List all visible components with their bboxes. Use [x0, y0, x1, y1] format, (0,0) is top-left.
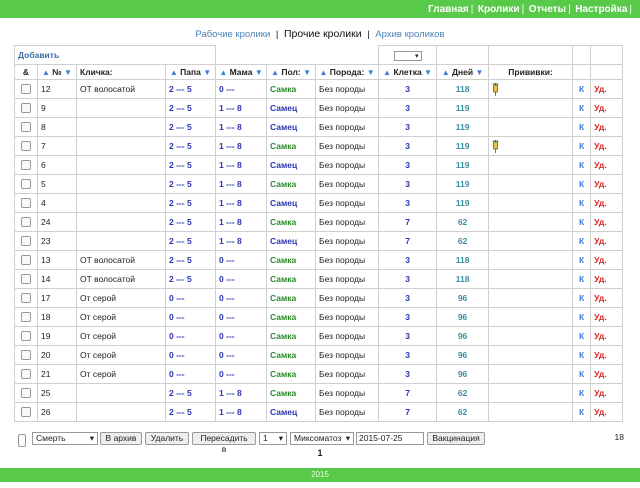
cell-sex: Самец	[267, 99, 316, 118]
row-checkbox[interactable]	[21, 217, 31, 227]
table-row	[15, 175, 623, 194]
cell-days: 62	[437, 403, 489, 422]
cell-vaccinations	[489, 213, 573, 232]
cell-breed: Без породы	[316, 327, 379, 346]
col-header-number[interactable]: ▲ № ▼	[38, 65, 77, 80]
top-nav	[0, 0, 640, 18]
col-header-days[interactable]: ▲ Дней ▼	[437, 65, 489, 80]
cell-father[interactable]: 2 --- 5	[166, 80, 216, 99]
table-row	[15, 365, 623, 384]
cell-father[interactable]: 0 ---	[166, 346, 216, 365]
cell-father[interactable]: 2 --- 5	[166, 232, 216, 251]
cell-sex: Самка	[267, 251, 316, 270]
archive-button[interactable]: В архив	[100, 432, 142, 445]
cell-vaccinations	[489, 194, 573, 213]
nav-home[interactable]: Главная	[428, 4, 469, 15]
add-cell	[15, 46, 216, 65]
cell-mother[interactable]: 0 ---	[216, 327, 267, 346]
cell-sex: Самка	[267, 213, 316, 232]
cell-sex: Самец	[267, 118, 316, 137]
cell-father[interactable]: 0 ---	[166, 289, 216, 308]
cell-vaccinations	[489, 384, 573, 403]
cell-days: 62	[437, 232, 489, 251]
cell-number: 8	[38, 118, 77, 137]
move-button[interactable]: Пересадить в	[192, 432, 256, 445]
cell-name	[77, 137, 166, 156]
nav-separator: |	[568, 4, 571, 15]
cell-name	[77, 175, 166, 194]
cell-vaccinations	[489, 403, 573, 422]
sort-desc-icon[interactable]: ▼	[366, 68, 375, 77]
row-checkbox[interactable]	[21, 122, 31, 132]
cell-number: 24	[38, 213, 77, 232]
cell-number: 26	[38, 403, 77, 422]
col-header-sex[interactable]: ▲ Пол: ▼	[267, 65, 316, 80]
cell-number: 21	[38, 365, 77, 384]
cell-number: 14	[38, 270, 77, 289]
cell-breed: Без породы	[316, 403, 379, 422]
cell-days: 118	[437, 80, 489, 99]
row-checkbox[interactable]	[21, 350, 31, 360]
cell-breed: Без породы	[316, 80, 379, 99]
cell-father[interactable]: 2 --- 5	[166, 99, 216, 118]
cell-breed: Без породы	[316, 213, 379, 232]
row-checkbox[interactable]	[21, 369, 31, 379]
cell-mother[interactable]: 0 ---	[216, 80, 267, 99]
row-checkbox[interactable]	[21, 160, 31, 170]
table-row	[15, 384, 623, 403]
disease-select[interactable]: Миксоматоз ▾	[290, 432, 354, 445]
total-count: 18	[614, 432, 624, 442]
cell-sex: Самка	[267, 365, 316, 384]
delete-link[interactable]: Уд.	[591, 308, 623, 327]
edit-link[interactable]: К	[573, 137, 591, 156]
filter-select-cell	[379, 46, 437, 65]
cell-cage: 3	[379, 346, 437, 365]
edit-link[interactable]: К	[573, 327, 591, 346]
cell-name: От серой	[77, 308, 166, 327]
tab-other-rabbits[interactable]: Прочие кролики	[284, 28, 362, 40]
cell-sex: Самка	[267, 289, 316, 308]
edit-link[interactable]: К	[573, 118, 591, 137]
status-select[interactable]: Смерть ▾	[32, 432, 98, 445]
cell-sex: Самка	[267, 327, 316, 346]
cell-breed: Без породы	[316, 156, 379, 175]
row-checkbox[interactable]	[21, 179, 31, 189]
cell-vaccinations	[489, 232, 573, 251]
cell-cage: 7	[379, 403, 437, 422]
edit-link[interactable]: К	[573, 403, 591, 422]
row-checkbox[interactable]	[21, 274, 31, 284]
col-header-breed[interactable]: ▲ Порода: ▼	[316, 65, 379, 80]
col-header-name: Кличка:	[77, 65, 166, 80]
add-link[interactable]: Добавить	[18, 50, 60, 60]
cell-sex: Самец	[267, 232, 316, 251]
nav-settings[interactable]: Настройка	[575, 4, 628, 15]
table-row	[15, 403, 623, 422]
delete-link[interactable]: Уд.	[591, 232, 623, 251]
cell-breed: Без породы	[316, 384, 379, 403]
footer-year: 2015	[311, 470, 329, 479]
edit-link[interactable]: К	[573, 251, 591, 270]
cell-breed: Без породы	[316, 270, 379, 289]
cell-cage: 3	[379, 251, 437, 270]
cell-father[interactable]: 2 --- 5	[166, 156, 216, 175]
cell-days: 118	[437, 251, 489, 270]
cell-vaccinations	[489, 99, 573, 118]
cell-sex: Самка	[267, 175, 316, 194]
cell-cage: 3	[379, 99, 437, 118]
table-row	[15, 251, 623, 270]
edit-link[interactable]: К	[573, 232, 591, 251]
delete-link[interactable]: Уд.	[591, 175, 623, 194]
row-checkbox[interactable]	[21, 255, 31, 265]
cell-sex: Самка	[267, 384, 316, 403]
edit-link[interactable]: К	[573, 213, 591, 232]
cell-breed: Без породы	[316, 289, 379, 308]
cell-mother[interactable]: 1 --- 8	[216, 137, 267, 156]
delete-link[interactable]: Уд.	[591, 403, 623, 422]
bulk-actions-bar	[14, 432, 626, 454]
cell-father[interactable]: 2 --- 5	[166, 194, 216, 213]
cell-breed: Без породы	[316, 346, 379, 365]
cell-number: 17	[38, 289, 77, 308]
cell-mother[interactable]: 0 ---	[216, 365, 267, 384]
cell-father[interactable]: 2 --- 5	[166, 137, 216, 156]
cell-cage: 7	[379, 384, 437, 403]
cell-cage: 3	[379, 308, 437, 327]
cell-mother[interactable]: 0 ---	[216, 308, 267, 327]
edit-link[interactable]: К	[573, 270, 591, 289]
cell-vaccinations	[489, 251, 573, 270]
cell-days: 96	[437, 327, 489, 346]
cell-mother[interactable]: 0 ---	[216, 270, 267, 289]
cell-sex: Самец	[267, 403, 316, 422]
cell-days: 119	[437, 194, 489, 213]
table-row	[15, 80, 623, 99]
cell-number: 9	[38, 99, 77, 118]
cell-breed: Без породы	[316, 232, 379, 251]
cell-days: 118	[437, 270, 489, 289]
cell-breed: Без породы	[316, 308, 379, 327]
cell-father[interactable]: 2 --- 5	[166, 403, 216, 422]
cell-days: 119	[437, 137, 489, 156]
cell-sex: Самка	[267, 137, 316, 156]
tab-archive[interactable]: Архив кроликов	[375, 29, 445, 40]
table-row	[15, 137, 623, 156]
cell-number: 7	[38, 137, 77, 156]
table-row	[15, 118, 623, 137]
sort-asc-icon[interactable]: ▲	[41, 68, 50, 77]
delete-link[interactable]: Уд.	[591, 213, 623, 232]
col-header-mother[interactable]: ▲ Мама ▼	[216, 65, 267, 80]
cell-number: 5	[38, 175, 77, 194]
cell-father[interactable]: 0 ---	[166, 327, 216, 346]
cell-days: 119	[437, 118, 489, 137]
cell-vaccinations	[489, 346, 573, 365]
row-checkbox[interactable]	[21, 198, 31, 208]
delete-link[interactable]: Уд.	[591, 118, 623, 137]
cell-mother[interactable]: 0 ---	[216, 289, 267, 308]
cell-vaccinations	[489, 156, 573, 175]
cell-days: 96	[437, 346, 489, 365]
cell-days: 62	[437, 213, 489, 232]
nav-separator: |	[470, 4, 474, 15]
cell-father[interactable]: 0 ---	[166, 365, 216, 384]
cell-cage: 3	[379, 137, 437, 156]
cell-vaccinations	[489, 289, 573, 308]
filter-select[interactable]: ▾	[394, 51, 422, 61]
pagination-current[interactable]: 1	[317, 448, 323, 458]
cell-father[interactable]: 2 --- 5	[166, 270, 216, 289]
table-row	[15, 194, 623, 213]
edit-link[interactable]: К	[573, 308, 591, 327]
cell-name	[77, 194, 166, 213]
row-checkbox[interactable]	[21, 141, 31, 151]
cell-name: От серой	[77, 289, 166, 308]
cell-days: 119	[437, 99, 489, 118]
cell-name: От серой	[77, 327, 166, 346]
cell-name	[77, 232, 166, 251]
edit-link[interactable]: К	[573, 346, 591, 365]
delete-link[interactable]: Уд.	[591, 99, 623, 118]
delete-link[interactable]: Уд.	[591, 384, 623, 403]
cell-cage: 7	[379, 232, 437, 251]
cell-cage: 3	[379, 194, 437, 213]
tab-working-rabbits[interactable]: Рабочие кролики	[195, 29, 271, 40]
cell-breed: Без породы	[316, 118, 379, 137]
cell-mother[interactable]: 1 --- 8	[216, 384, 267, 403]
cell-mother[interactable]: 1 --- 8	[216, 213, 267, 232]
cell-father[interactable]: 0 ---	[166, 308, 216, 327]
delete-link[interactable]: Уд.	[591, 137, 623, 156]
cell-breed: Без породы	[316, 194, 379, 213]
cell-father[interactable]: 2 --- 5	[166, 118, 216, 137]
cell-breed: Без породы	[316, 365, 379, 384]
rabbits-table	[14, 45, 623, 422]
cell-number: 6	[38, 156, 77, 175]
col-header-father[interactable]: ▲ Папа ▼	[166, 65, 216, 80]
col-header-cage[interactable]: ▲ Клетка ▼	[379, 65, 437, 80]
row-checkbox[interactable]	[21, 388, 31, 398]
select-all-checkbox[interactable]	[18, 434, 26, 447]
cell-cage: 3	[379, 270, 437, 289]
delete-link[interactable]: Уд.	[591, 80, 623, 99]
edit-link[interactable]: К	[573, 156, 591, 175]
cell-sex: Самка	[267, 80, 316, 99]
nav-separator: |	[521, 4, 525, 15]
row-checkbox[interactable]	[21, 407, 31, 417]
row-checkbox[interactable]	[21, 236, 31, 246]
edit-link[interactable]: К	[573, 175, 591, 194]
cell-vaccinations	[489, 80, 573, 99]
delete-link[interactable]: Уд.	[591, 156, 623, 175]
footer	[0, 468, 640, 482]
date-input[interactable]: 2015-07-25	[356, 432, 424, 445]
cell-name	[77, 403, 166, 422]
cell-number: 12	[38, 80, 77, 99]
cell-name	[77, 156, 166, 175]
cell-sex: Самец	[267, 194, 316, 213]
cell-vaccinations	[489, 327, 573, 346]
sort-asc-icon[interactable]: ▲	[383, 68, 392, 77]
sort-desc-icon[interactable]: ▼	[64, 68, 73, 77]
cell-mother[interactable]: 0 ---	[216, 251, 267, 270]
col-header-vaccinations: Прививки:	[489, 65, 573, 80]
delete-button[interactable]: Удалить	[145, 432, 189, 445]
edit-link[interactable]: К	[573, 80, 591, 99]
syringe-icon	[492, 83, 498, 95]
cell-cage: 3	[379, 156, 437, 175]
cell-cage: 3	[379, 289, 437, 308]
vaccinate-button[interactable]: Вакцинация	[427, 432, 485, 445]
tab-separator: |	[367, 29, 370, 40]
syringe-icon	[492, 140, 498, 152]
row-checkbox[interactable]	[21, 103, 31, 113]
table-row	[15, 99, 623, 118]
cell-sex: Самка	[267, 270, 316, 289]
cell-vaccinations	[489, 137, 573, 156]
table-body	[15, 80, 623, 422]
cell-name: От серой	[77, 346, 166, 365]
cell-vaccinations	[489, 270, 573, 289]
cell-father[interactable]: 2 --- 5	[166, 251, 216, 270]
delete-link[interactable]: Уд.	[591, 346, 623, 365]
cell-number: 13	[38, 251, 77, 270]
section-tabs	[0, 28, 640, 40]
delete-link[interactable]: Уд.	[591, 289, 623, 308]
cell-days: 96	[437, 308, 489, 327]
sort-asc-icon[interactable]: ▲	[219, 68, 228, 77]
sort-desc-icon[interactable]: ▼	[475, 68, 484, 77]
row-checkbox[interactable]	[21, 293, 31, 303]
cell-sex: Самка	[267, 308, 316, 327]
cell-days: 119	[437, 175, 489, 194]
sort-asc-icon[interactable]: ▲	[441, 68, 450, 77]
cell-sex: Самка	[267, 346, 316, 365]
cell-number: 4	[38, 194, 77, 213]
cell-sex: Самец	[267, 156, 316, 175]
cell-name	[77, 213, 166, 232]
cell-breed: Без породы	[316, 137, 379, 156]
cell-vaccinations	[489, 118, 573, 137]
cell-cage: 3	[379, 175, 437, 194]
cell-father[interactable]: 2 --- 5	[166, 213, 216, 232]
cage-select[interactable]: 1 ▾	[259, 432, 287, 445]
cell-mother[interactable]: 1 --- 8	[216, 99, 267, 118]
cell-days: 96	[437, 365, 489, 384]
edit-link[interactable]: К	[573, 194, 591, 213]
cell-name	[77, 99, 166, 118]
delete-link[interactable]: Уд.	[591, 365, 623, 384]
edit-link[interactable]: К	[573, 289, 591, 308]
cell-vaccinations	[489, 175, 573, 194]
table-row	[15, 327, 623, 346]
row-checkbox[interactable]	[21, 331, 31, 341]
sort-desc-icon[interactable]: ▼	[254, 68, 263, 77]
cell-breed: Без породы	[316, 251, 379, 270]
cell-breed: Без породы	[316, 99, 379, 118]
table-row	[15, 213, 623, 232]
cell-number: 25	[38, 384, 77, 403]
table-row	[15, 270, 623, 289]
cell-days: 62	[437, 384, 489, 403]
nav-rabbits[interactable]: Кролики	[477, 4, 520, 15]
cell-cage: 7	[379, 213, 437, 232]
sort-asc-icon[interactable]: ▲	[169, 68, 178, 77]
cell-mother[interactable]: 1 --- 8	[216, 156, 267, 175]
cell-vaccinations	[489, 308, 573, 327]
cell-mother[interactable]: 1 --- 8	[216, 194, 267, 213]
edit-link[interactable]: К	[573, 99, 591, 118]
nav-reports[interactable]: Отчеты	[528, 4, 567, 15]
cell-name	[77, 118, 166, 137]
cell-father[interactable]: 2 --- 5	[166, 175, 216, 194]
table-row	[15, 232, 623, 251]
cell-days: 96	[437, 289, 489, 308]
cell-mother[interactable]: 1 --- 8	[216, 232, 267, 251]
cell-father[interactable]: 2 --- 5	[166, 384, 216, 403]
sort-desc-icon[interactable]: ▼	[203, 68, 212, 77]
cell-mother[interactable]: 1 --- 8	[216, 175, 267, 194]
sort-asc-icon[interactable]: ▲	[271, 68, 279, 77]
cell-name: ОТ волосатой	[77, 270, 166, 289]
sort-desc-icon[interactable]: ▼	[424, 68, 432, 77]
cell-name: От серой	[77, 365, 166, 384]
cell-number: 23	[38, 232, 77, 251]
cell-name: ОТ волосатой	[77, 80, 166, 99]
table-row	[15, 346, 623, 365]
table-row	[15, 289, 623, 308]
edit-link[interactable]: К	[573, 384, 591, 403]
cell-cage: 3	[379, 327, 437, 346]
cell-mother[interactable]: 1 --- 8	[216, 403, 267, 422]
header-row	[15, 65, 623, 80]
cell-mother[interactable]: 1 --- 8	[216, 118, 267, 137]
cell-cage: 3	[379, 80, 437, 99]
cell-vaccinations	[489, 365, 573, 384]
edit-link[interactable]: К	[573, 365, 591, 384]
tab-separator: |	[275, 29, 279, 40]
sort-asc-icon[interactable]: ▲	[319, 68, 328, 77]
delete-link[interactable]: Уд.	[591, 327, 623, 346]
cell-name	[77, 384, 166, 403]
row-checkbox[interactable]	[21, 84, 31, 94]
cell-number: 20	[38, 346, 77, 365]
table-row	[15, 156, 623, 175]
cell-days: 119	[437, 156, 489, 175]
cell-cage: 3	[379, 365, 437, 384]
delete-link[interactable]: Уд.	[591, 194, 623, 213]
cell-cage: 3	[379, 118, 437, 137]
cell-number: 19	[38, 327, 77, 346]
nav-separator: |	[629, 4, 632, 15]
cell-name: ОТ волосатой	[77, 251, 166, 270]
cell-breed: Без породы	[316, 175, 379, 194]
cell-mother[interactable]: 0 ---	[216, 346, 267, 365]
table-row	[15, 308, 623, 327]
col-header-select: &	[15, 65, 38, 80]
cell-number: 18	[38, 308, 77, 327]
delete-link[interactable]: Уд.	[591, 251, 623, 270]
delete-link[interactable]: Уд.	[591, 270, 623, 289]
sort-desc-icon[interactable]: ▼	[303, 68, 311, 77]
row-checkbox[interactable]	[21, 312, 31, 322]
